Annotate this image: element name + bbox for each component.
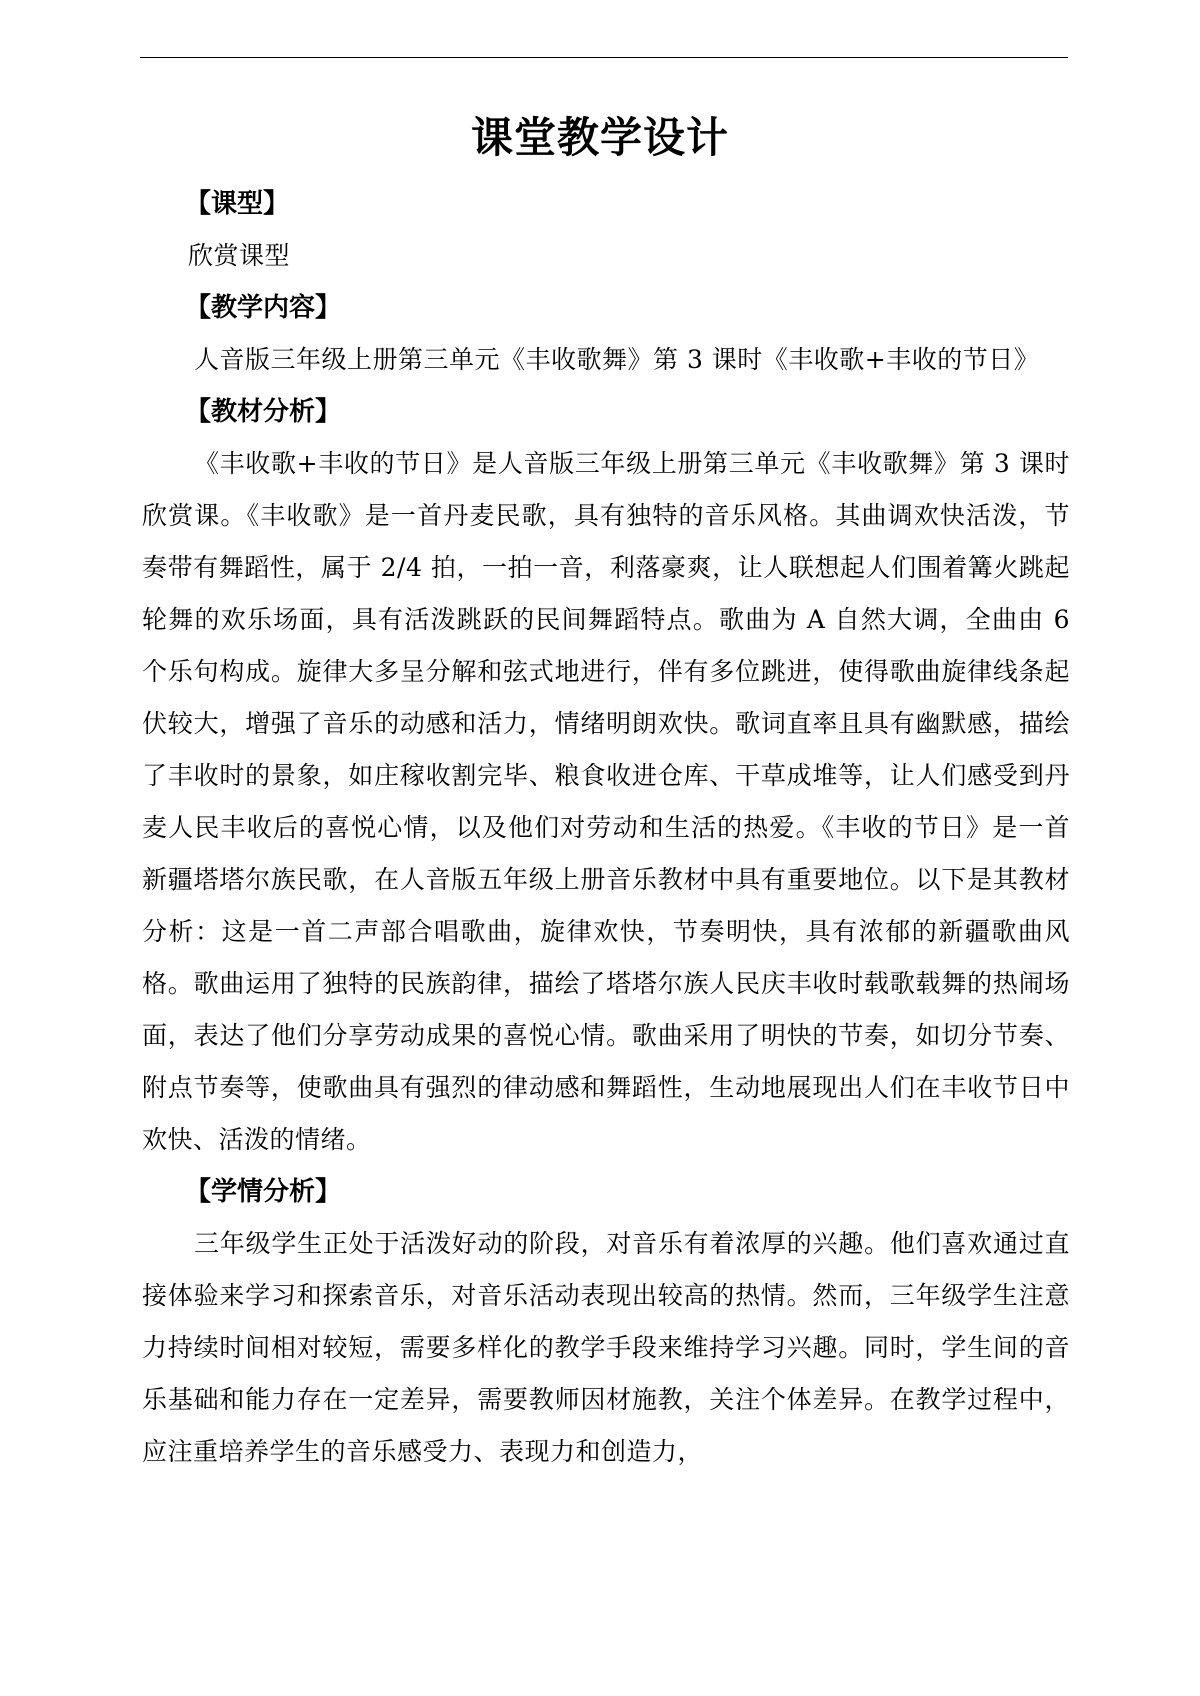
header-rule — [140, 57, 1068, 58]
document-title: 课堂教学设计 — [470, 113, 729, 162]
section-text-student-analysis: 三年级学生正处于活泼好动的阶段，对音乐有着浓厚的兴趣。他们喜欢通过直接体验来学习和探索音乐，对音乐活动表现出较高的热情。然而，三年级学生注意力持续时间相对较短，需要多样化的教学手段来维持学习兴趣。同时，学生间的音乐基础和能力存在一定差异，需要教师因材施教，关注个体差异。在教学过程中，应注重培养学生的音乐感受力、表现力和创造力， — [142, 1229, 1070, 1466]
section-heading-lesson-type: 【课型】 — [185, 189, 290, 219]
section-text-lesson-type: 欣赏课型 — [188, 241, 291, 270]
section-heading-teaching-content: 【教学内容】 — [185, 293, 342, 323]
section-text-teaching-content: 人音版三年级上册第三单元《丰收歌舞》第 3 课时《丰收歌+丰收的节日》 — [194, 345, 1040, 374]
section-text-material-analysis: 《丰收歌+丰收的节日》是人音版三年级上册第三单元《丰收歌舞》第 3 课时欣赏课。《丰收歌》是一首丹麦民歌，具有独特的音乐风格。其曲调欢快活泼，节奏带有舞蹈性，属于 2/4 拍，一拍一音，利落豪爽，让人联想起人们围着篝火跳起轮舞的欢乐场面，具有活泼跳跃的民间舞蹈特点。歌曲为 A 自然大调，全曲由 6 个乐句构成。旋律大多呈分解和弦式地进行，伴有多位跳进，使得歌曲旋律线条起伏较大，增强了音乐的动感和活力，情绪明朗欢快。歌词直率且具有幽默感，描绘了丰收时的景象，如庄稼收割完毕、粮食收进仓库、干草成堆等，让人们感受到丹麦人民丰收后的喜悦心情，以及他们对劳动和生活的热爱。《丰收的节日》是一首新疆塔塔尔族民歌，在人音版五年级上册音乐教材中具有重要地位。以下是其教材分析：这是一首二声部合唱歌曲，旋律欢快，节奏明快，具有浓郁的新疆歌曲风格。歌曲运用了独特的民族韵律，描绘了塔塔尔族人民庆丰收时载歌载舞的热闹场面，表达了他们分享劳动成果的喜悦心情。歌曲采用了明快的节奏，如切分节奏、附点节奏等，使歌曲具有强烈的律动感和舞蹈性，生动地展现出人们在丰收节日中欢快、活泼的情绪。 — [142, 449, 1070, 1154]
document-body — [142, 178, 1070, 1478]
section-heading-student-analysis: 【学情分析】 — [185, 1177, 342, 1207]
section-heading-material-analysis: 【教材分析】 — [185, 397, 342, 427]
